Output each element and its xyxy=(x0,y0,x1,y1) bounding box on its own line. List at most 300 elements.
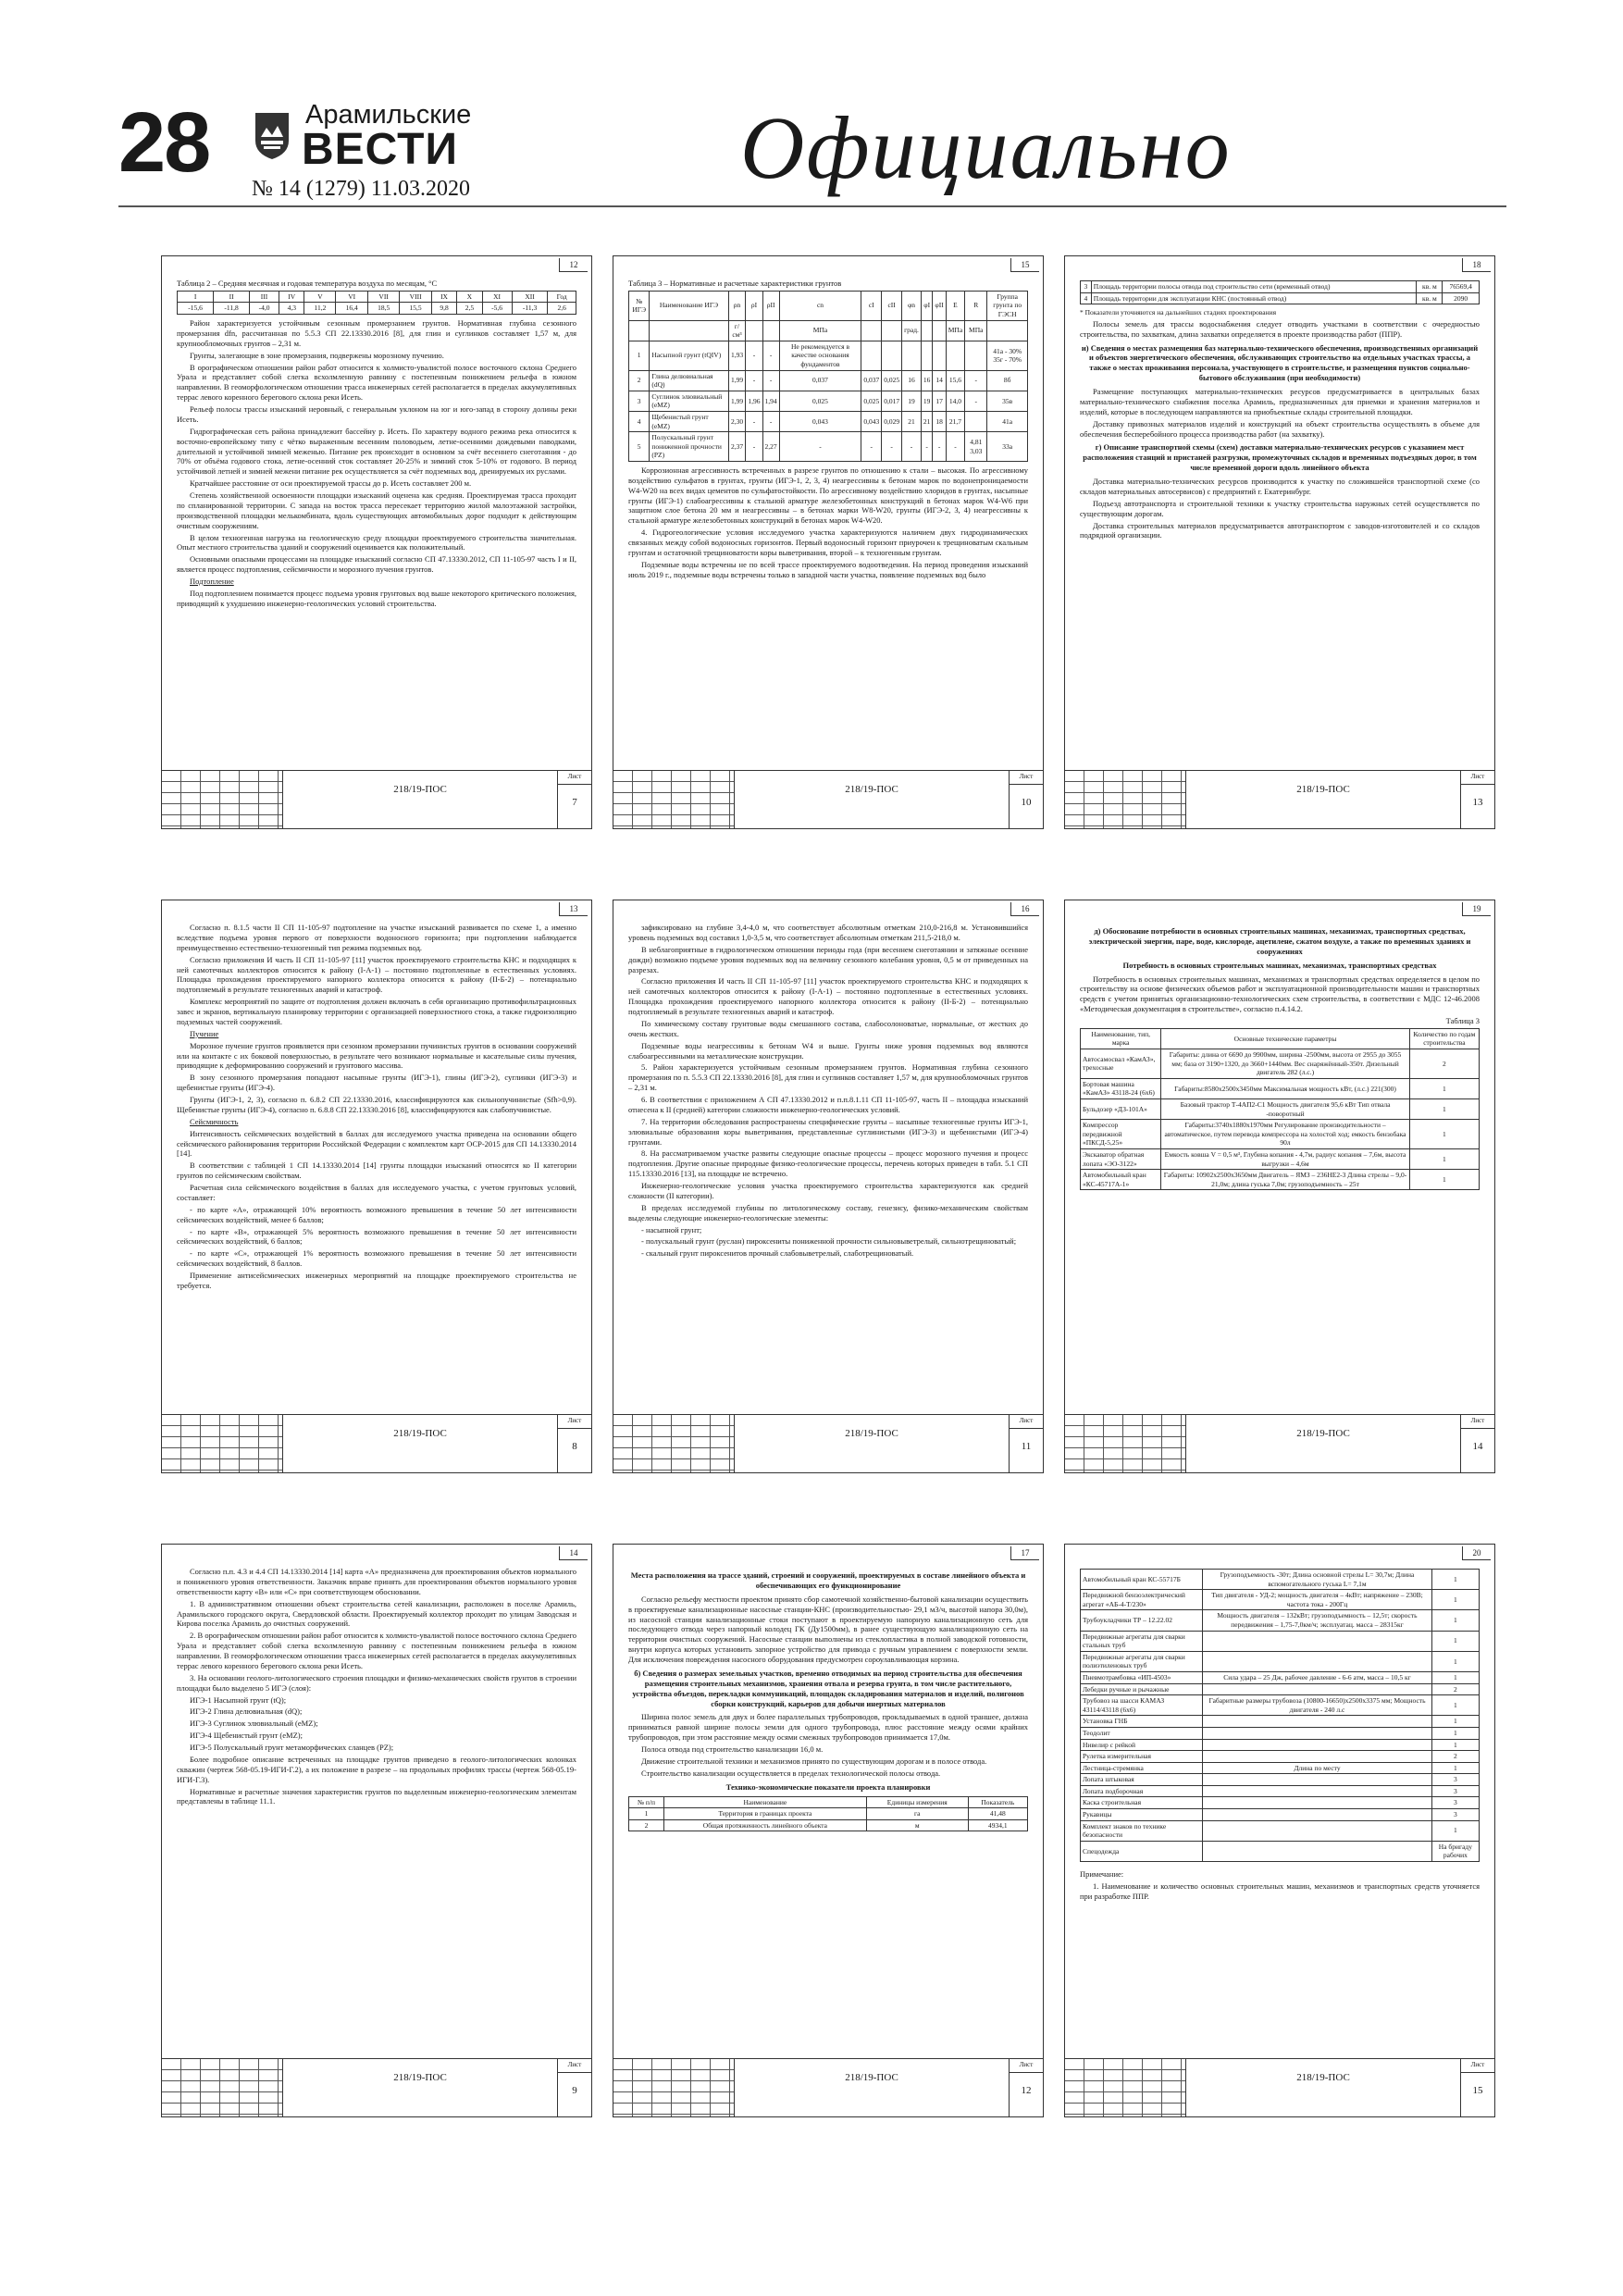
sheet-number: 9 xyxy=(572,2085,577,2096)
subheading: Подтопление xyxy=(190,577,234,587)
table-cell: 0,037 xyxy=(861,370,882,391)
doc-page xyxy=(161,255,592,829)
table-cell xyxy=(1203,1785,1432,1797)
table-header-cell: cII xyxy=(882,291,902,320)
table-caption: Таблица 2 – Средняя месячная и годовая температура воздуха по месяцам, °С xyxy=(177,279,438,288)
table-cell: Рулетка измерительная xyxy=(1081,1751,1203,1763)
table-header-cell: III xyxy=(249,291,279,303)
table-header-cell xyxy=(746,320,762,341)
document-code: 218/19-ПОС xyxy=(393,784,447,795)
table-cell: 21 xyxy=(902,412,922,432)
paragraph: В орографическом отношении район работ относится к холмисто-увалистой полосе восточного склона Среднего Урала и представляет собой слегка всхолмленную равнину с постепенным понижением рельефа в южном направлении. В геоморфологическом отношении трасса инженерных сетей располагается в пределах аккумулятивных террас левого коренного берегового склона реки Исеть. xyxy=(177,362,576,403)
table-cell: Передвижные агрегаты для сварки полиэтиленовых труб xyxy=(1081,1651,1203,1671)
sheet-box xyxy=(1460,771,1494,828)
doc-page xyxy=(1064,255,1495,829)
table-cell: Суглинок элювиальный (eMZ) xyxy=(650,391,728,411)
table-cell xyxy=(1203,1651,1432,1671)
paragraph: ИГЭ-2 Глина делювиальная (dQ); xyxy=(190,1706,303,1717)
doc-body xyxy=(1080,923,1480,1411)
section-heading: и) Сведения о местах размещения баз материально-технического обеспечения, производственных организаций и объектов энергетического обеспечения, обслуживающих строительство на отдельных участках трассы, а также о местах проживания персонала, участвующего в строительстве, и размещения пунктов социально-бытового обслуживания (при необходимости) xyxy=(1081,342,1479,383)
document-code: 218/19-ПОС xyxy=(845,1428,898,1439)
paragraph: Согласно п. 8.1.5 части II СП 11-105-97 подтопление на участке изысканий развивается по схеме 1, а именно вследствие подъема уровня первого от поверхности водоносного горизонта; при подтоплении наблюдается преимущественно естественно-техногенный тип режима подземных вод. xyxy=(177,923,576,952)
table-cell: 1 xyxy=(1431,1695,1479,1716)
table-row xyxy=(629,341,1028,370)
table-cell: 3 xyxy=(1431,1797,1479,1809)
table-cell xyxy=(1203,1797,1432,1809)
paragraph: Район характеризуется устойчивым сезонным промерзанием грунтов. Нормативная глубина сезонного промерзания dfn, рассчитанная по 5.5.3 СП 22.13330.2016 [8], для глин и суглинков составляет 1,57 м, для крупнообломочных грунтов – 2,31 м. xyxy=(177,318,576,348)
title-block xyxy=(162,2058,591,2116)
table-cell: 0,043 xyxy=(779,412,861,432)
table-cell xyxy=(946,341,964,370)
subheading: Пучение xyxy=(190,1028,219,1038)
paragraph: Подъезд автотранспорта и строительной техники к участку строительства наружных сетей осуществляется по существующим дорогам. xyxy=(1080,498,1480,518)
table-cell: Рукавицы xyxy=(1081,1809,1203,1821)
table-cell: - xyxy=(933,432,946,462)
table-cell: Грузоподъемность -30т; Длина основной стрелы L= 30,7м; Длина вспомогательного гуська L= 7,1м xyxy=(1203,1570,1432,1590)
table-cell xyxy=(902,341,922,370)
paragraph: Грунты (ИГЭ-1, 2, 3), согласно п. 6.8.2 СП 22.13330.2016, классифицируются как сильнопучинистые (Sfh>0,9). Щебенистые грунты (ИГЭ-4), согласно п. 6.8.8 СП 22.13330.2016 [8], классифицируются как слабопучинистые. xyxy=(177,1095,576,1114)
signature-grid xyxy=(162,2059,283,2116)
table-cell xyxy=(861,341,882,370)
paragraph: Применение антисейсмических инженерных мероприятий на площадке проектируемого строительства не требуется. xyxy=(177,1271,576,1290)
paragraph: Грунты, залегающие в зоне промерзания, подвержены морозному пучению. xyxy=(190,350,444,360)
table-cell: 35в xyxy=(987,391,1028,411)
paragraph: - по карте «С», отражающей 1% вероятность возможного превышения в течение 50 лет интенсивности сейсмических воздействий, 8 баллов. xyxy=(177,1248,576,1269)
table-cell: Габариты: 10902х2500х3650мм Двигатель – ЯМЗ – 236НЕ2-3 Длина стрелы – 9,0-21,0м; длина гуська 7,0м; грузоподъемность – 25т xyxy=(1161,1170,1409,1190)
sheet-number: 8 xyxy=(572,1441,577,1452)
table-cell: 4 xyxy=(629,412,650,432)
table-cell: 0,017 xyxy=(882,391,902,411)
table-cell: 0,043 xyxy=(861,412,882,432)
masthead xyxy=(0,0,1623,213)
document-code: 218/19-ПОС xyxy=(845,784,898,795)
table-cell: 1,96 xyxy=(746,391,762,411)
note-title: Примечание: xyxy=(1080,1869,1124,1880)
paragraph: Согласно рельефу местности проектом принято сбор самотечной хозяйственно-бытовой канализации осуществить в проектируемые канализационные насосные станции-КНС (производительностью- 29,1 м3/ч, высотой напора 30,0м), из насосной станции канализационные стоки поступают в проектируемую напорную канализационную сеть для последующего отвода через напорный колодец ГК (Ду1500мм), в ранее существующую канализационную сеть на территории очистных сооружений. Насосные станции выполнены из стеклопластика в полной заводской готовности, внутри корпуса которых установить запорное устройство для привода с ручным управлением с поверхности земли. Для исключения повреждения насосного оборудования предусмотрен сороулавливающая корзина. xyxy=(628,1594,1028,1664)
table-cell: -4,0 xyxy=(249,303,279,315)
table-cell: 1,93 xyxy=(728,341,746,370)
table-cell: - xyxy=(921,432,933,462)
sheet-box xyxy=(1460,2059,1494,2116)
table-cell: Бортовая машина «КамАЗ» 43118-24 (6х6) xyxy=(1081,1078,1161,1098)
machinery-table xyxy=(1080,1028,1480,1191)
table-cell: Бульдозер «ДЗ-101А» xyxy=(1081,1099,1161,1120)
sheet-box xyxy=(1009,1415,1043,1472)
table-header-cell: МПа xyxy=(946,320,964,341)
table-header-cell xyxy=(921,320,933,341)
table-cell: -11,3 xyxy=(512,303,548,315)
note-text: 1. Наименование и количество основных строительных машин, механизмов и транспортных средств уточняется при разработке ППР. xyxy=(1080,1880,1480,1901)
table-cell: 2,6 xyxy=(548,303,576,315)
sheet-top-number: 18 xyxy=(1462,258,1491,272)
section-heading: г) Описание транспортной схемы (схем) доставки материально-технических ресурсов с указанием мест расположения станций и пристаней разгрузки, промежуточных складов и временных подъездных дорог, в том числе временной дороги вдоль линейного объекта xyxy=(1083,442,1477,473)
table-row xyxy=(1081,1797,1480,1809)
paragraph: Под подтоплением понимается процесс подъема уровня грунтовых вод выше некоторого критического положения, приводящий к ухудшению инженерно-геологических условий строительства. xyxy=(177,588,576,608)
table-caption: Таблица 3 – Нормативные и расчетные характеристики грунтов xyxy=(628,279,842,288)
sheet-label: Лист xyxy=(1461,1417,1494,1429)
area-table xyxy=(1080,280,1480,304)
table-cell: 2,5 xyxy=(457,303,482,315)
sheet-number: 12 xyxy=(1021,2085,1032,2096)
table-cell: 0,029 xyxy=(882,412,902,432)
paragraph: Степень хозяйственной освоенности площадки изысканий оценена как средняя. Проектируемая трасса проходит по спланированной территории. С запада на восток трасса пересекает территорию жилой малоэтажной застройки, производственной площадки мелькомбината, вдоль существующих автомобильных дорог подходит к действующим очистным сооружениям. xyxy=(177,490,576,530)
table-row xyxy=(1081,1695,1480,1716)
section-heading: д) Обоснование потребности в основных строительных машинах, механизмах, транспортных средствах, электрической энергии, паре, воде, кислороде, ацетилене, сжатом воздухе, а также по временных зданиях и сооружениях xyxy=(1088,926,1471,956)
table-row xyxy=(629,1819,1028,1831)
title-block xyxy=(162,1414,591,1472)
doc-body xyxy=(628,1567,1028,2055)
table-header-cell: V xyxy=(304,291,336,303)
table-header-cell xyxy=(861,320,882,341)
doc-body xyxy=(628,923,1028,1411)
table-cell: 0,025 xyxy=(861,391,882,411)
table-row xyxy=(1081,1716,1480,1728)
table-header-cell: ρn xyxy=(728,291,746,320)
table-cell: 2 xyxy=(1431,1751,1479,1763)
sheet-label: Лист xyxy=(558,773,591,785)
table-header-cell: φI xyxy=(921,291,933,320)
table-header-cell: VI xyxy=(336,291,367,303)
doc-page xyxy=(161,1544,592,2117)
table-cell: Спецодежда xyxy=(1081,1841,1203,1861)
document-code: 218/19-ПОС xyxy=(393,2072,447,2083)
title-block xyxy=(613,770,1043,828)
sheet-top-number: 15 xyxy=(1010,258,1039,272)
paragraph: Нормативные и расчетные значения характеристик грунтов по выделенным инженерно-геологическим элементам представлены в таблице 11.1. xyxy=(177,1786,576,1806)
table-header-row xyxy=(629,1796,1028,1808)
table-cell: - xyxy=(965,391,987,411)
table-cell: 1 xyxy=(1431,1739,1479,1751)
soil-table xyxy=(628,291,1028,462)
doc-body xyxy=(177,1567,576,2055)
table-cell: Площадь территории для эксплуатации КНС (постоянный отвод) xyxy=(1091,292,1417,304)
signature-grid xyxy=(1065,771,1186,828)
table-cell: 1 xyxy=(1431,1590,1479,1610)
table-header-cell: IX xyxy=(431,291,456,303)
paragraph: Кратчайшее расстояние от оси проектируемой трассы до р. Исеть составляет 200 м. xyxy=(190,478,472,489)
table-cell: 76569,4 xyxy=(1443,281,1480,293)
paragraph: В неблагоприятные в гидрологическом отношении периоды года (при весеннем снеготаянии и затяжные осенние дожди) возможно подъеме уровня подземных вод на величину сезонного колебания уровня, 0,5 м от приведенных на разрезах. xyxy=(628,944,1028,974)
table-cell: 3 xyxy=(1431,1774,1479,1786)
sheet-label: Лист xyxy=(1010,773,1043,785)
paragraph: Более подробное описание встреченных на площадке грунтов приведено в геолого-литологических колонках скважин (чертеж 568-05.19-ИГИ-Г.2), а их положение в разрезе – на продольных профилях трассы (чертеж 568-05.19-ИГИ-Г.3). xyxy=(177,1754,576,1784)
section-heading: б) Сведения о размерах земельных участков, временно отводимых на период строительства для обеспечения размещения строительных механизмов, хранения отвала и резерва грунта, в том числе растительного, устройства объездов, перекладки коммуникаций, площадок складирования материалов и изделий, полигонов сборки конструкций, карьеров для добычи инертных материалов xyxy=(632,1668,1024,1708)
table-cell: 1 xyxy=(1409,1078,1479,1098)
paragraph: Коррозионная агрессивность встреченных в разрезе грунтов по отношению к стали – высокая. По агрессивному воздействию сульфатов в грунтах, грунты (ИГЭ-1, 2, 3, 4) неагрессивны к бетонам марок по водонепроницаемости W4-W20 на всех видах цементов по сульфатостойкости. По агрессивному воздействию хлоридов в грунтах, насыпные грунты (ИГЭ-1) слабоагрессивны к стальной арматуре железобетонных конструкций в бетонах марок W4-W6 при защитном слое бетона 20 мм и неагрессивны – в бетонах марки W8-W20, грунты (ИГЭ-2, 3, 4) неагрессивны к стальной арматуре железобетонных конструкций в бетонах марок W4-W20. xyxy=(628,465,1028,526)
table-cell: 33а xyxy=(987,432,1028,462)
table-cell: Полускальный грунт пониженной прочности (PZ) xyxy=(650,432,728,462)
table-cell: - xyxy=(965,370,987,391)
tep-table xyxy=(628,1796,1028,1832)
table-cell: 5 xyxy=(629,432,650,462)
table-cell: 9,8 xyxy=(431,303,456,315)
table-header-cell xyxy=(650,320,728,341)
table-row xyxy=(1081,1727,1480,1739)
paragraph: 8. На рассматриваемом участке развиты следующие опасные процессы – процесс морозного пучения и процесс подтопления. Другие опасные природные физико-геологические процессы, перечень которых приведен в табл. 5.1 СП 115.13330.2016 [13], на площадке не встречено. xyxy=(628,1148,1028,1179)
table-cell: 3 xyxy=(1081,281,1092,293)
sheet-box xyxy=(557,2059,591,2116)
paragraph: Полосы земель для трассы водоснабжения следует отводить участками в соответствии с очередностью строительства, по захваткам, длина захватки определяется в проекте производства работ (ППР). xyxy=(1080,318,1480,339)
table-cell: На бригаду рабочих xyxy=(1431,1841,1479,1861)
sheet-top-number: 19 xyxy=(1462,902,1491,916)
table-header-cell: φn xyxy=(902,291,922,320)
table-cell: кв. м xyxy=(1417,292,1443,304)
table-cell: Лопата подборочная xyxy=(1081,1785,1203,1797)
table-cell: 1 xyxy=(1409,1149,1479,1170)
paragraph: Подземные воды встречены не по всей трассе проектируемого водоотведения. На период проведения изысканий июль 2019 г., подземные воды встречены только в западной части участка, появление подземных вод было xyxy=(628,559,1028,579)
table-header-cell: Количество по годам строительства xyxy=(1409,1028,1479,1049)
table-row xyxy=(1081,1610,1480,1631)
table-cell: 4,81 3,03 xyxy=(965,432,987,462)
table-cell: 2 xyxy=(629,370,650,391)
table-row xyxy=(1081,1785,1480,1797)
table-cell: 41а xyxy=(987,412,1028,432)
sheet-label: Лист xyxy=(1461,773,1494,785)
table-cell: - xyxy=(902,432,922,462)
sheet-label: Лист xyxy=(558,1417,591,1429)
table-header-cell: VII xyxy=(367,291,399,303)
table-cell: Автосамосвал «КамАЗ», трехосные xyxy=(1081,1049,1161,1079)
paragraph: 1. В административном отношении объект строительства сетей канализации, расположен в поселке Арамиль, Арамильского городского округа, Свердловской области. Проектируемый коллектор проходит по улицам Заводская и Кирова поселка Арамиль до очистных сооружений. xyxy=(177,1598,576,1629)
table-cell: Экскаватор обратная лопата «ЭО-3122» xyxy=(1081,1149,1161,1170)
paragraph: Согласно приложения И часть II СП 11-105-97 [11] участок проектируемого строительства КНС и подходящих к ней самотечных коллекторов относится к району (I-А-1) – постоянно подтопленные в естественных условиях. Площадка прохождения проектируемого напорного коллектора относится к району (II-Б-2) – потенциально подтопляемый в результате техногенных аварий и катастроф. xyxy=(628,976,1028,1016)
doc-page xyxy=(161,900,592,1473)
paragraph: Доставку привозных материалов изделий и конструкций на объект строительства осуществлять в объеме для обеспечения бесперебойного процесса производства работ (на захватку). xyxy=(1080,418,1480,439)
table-row xyxy=(629,391,1028,411)
table-cell: - xyxy=(861,432,882,462)
table-header-cell: Основные технические параметры xyxy=(1161,1028,1409,1049)
table-cell: 16 xyxy=(921,370,933,391)
subheading: Сейсмичность xyxy=(190,1116,239,1126)
table-cell: 2,30 xyxy=(728,412,746,432)
sheet-number: 10 xyxy=(1021,797,1032,808)
table-row xyxy=(1081,1751,1480,1763)
sheet-box xyxy=(1009,2059,1043,2116)
doc-body xyxy=(1080,279,1480,767)
table-cell: 41а - 30% 35г - 70% xyxy=(987,341,1028,370)
table-cell: кв. м xyxy=(1417,281,1443,293)
table-row xyxy=(629,412,1028,432)
table-header-cell: Наименование ИГЭ xyxy=(650,291,728,320)
table-header-cell: Показатель xyxy=(968,1796,1027,1808)
table-cell: 1 xyxy=(629,1808,664,1820)
sheet-label: Лист xyxy=(1010,1417,1043,1429)
table-cell: 21 xyxy=(921,412,933,432)
paragraph: Расчетная сила сейсмического воздействия в баллах для исследуемого участка, с учетом грунтовых условий, составляет: xyxy=(177,1183,576,1202)
table-cell: 21,7 xyxy=(946,412,964,432)
section-heading: Технико-экономические показатели проекта планировки xyxy=(725,1781,931,1792)
table-row xyxy=(1081,1099,1480,1120)
paragraph: - насыпной грунт; xyxy=(641,1224,702,1235)
table-cell: 17 xyxy=(933,391,946,411)
table-cell: Лебедки ручные и рычажные xyxy=(1081,1683,1203,1695)
table-header-cell: № п/п xyxy=(629,1796,664,1808)
table-cell xyxy=(1203,1820,1432,1841)
table-row xyxy=(1081,281,1480,293)
title-block xyxy=(613,1414,1043,1472)
paragraph: Основными опасными процессами на площадке изысканий согласно СП 47.13330.2012, СП 11-105-97 часть I и II, является процесс подтопления, сейсмичности и морозного пучения грунтов. xyxy=(177,554,576,575)
table-cell: Лопата штыковая xyxy=(1081,1774,1203,1786)
paragraph: 6. В соответствии с приложением А СП 47.13330.2012 и п.п.8.1.11 СП 11-105-97, часть II – площадка изысканий отнесена к II (средней) категории сложности инженерно-геологических условий. xyxy=(628,1095,1028,1114)
table-cell: Габариты: длина от 6690 до 9900мм, ширина -2500мм, высота от 2955 до 3055 мм; база от 3190+1320, до 3660+1440мм. Вес снаряжённый-350т. Дизельный двигатель 282 (л.с.) xyxy=(1161,1049,1409,1079)
masthead-divider xyxy=(118,205,1506,207)
table-cell: Трубовоз на шасси КАМАЗ 43114/43118 (6х6) xyxy=(1081,1695,1203,1716)
document-code: 218/19-ПОС xyxy=(393,1428,447,1439)
table-header-cell xyxy=(933,320,946,341)
table-cell: 1 xyxy=(1431,1570,1479,1590)
table-cell: 1 xyxy=(1409,1170,1479,1190)
table-cell xyxy=(933,341,946,370)
table-row xyxy=(1081,1841,1480,1861)
document-code: 218/19-ПОС xyxy=(1296,784,1350,795)
doc-page xyxy=(1064,900,1495,1473)
table-header-cell: г/см³ xyxy=(728,320,746,341)
paragraph: 4. Гидрогеологические условия исследуемого участка характеризуются наличием двух гидродинамических связанных между собой водоносных горизонтов. Первый водоносный горизонт приурочен к трещиноватым скальным грунтам и остаточной трещиноватости коры выветривания, второй – к техногенным грунтам. xyxy=(628,527,1028,557)
table-caption: Таблица 3 xyxy=(1445,1016,1480,1025)
table-header-cell xyxy=(629,320,650,341)
signature-grid xyxy=(613,1415,735,1472)
doc-page xyxy=(1064,1544,1495,2117)
table-cell: 19 xyxy=(921,391,933,411)
table-cell: Трубоукладчики ТР – 12.22.02 xyxy=(1081,1610,1203,1631)
table-cell: -5,6 xyxy=(482,303,512,315)
table-header-cell: cI xyxy=(861,291,882,320)
table-cell: 1 xyxy=(629,341,650,370)
paragraph: 3. На основании геолого-литологического строения площадки и физико-механических свойств грунтов в строении площадки было выделено 5 ИГЭ (слоя): xyxy=(177,1672,576,1693)
section-heading: Потребность в основных строительных машинах, механизмах, транспортных средствах xyxy=(1122,960,1437,970)
table-cell: Тип двигателя - УД-2; мощность двигателя – 4кВт; напряжение – 230В; частота тока - 200Гц xyxy=(1203,1590,1432,1610)
table-row xyxy=(1081,1120,1480,1149)
table-cell xyxy=(1203,1683,1432,1695)
table-cell xyxy=(921,341,933,370)
table-cell: -11,8 xyxy=(214,303,250,315)
signature-grid xyxy=(1065,2059,1186,2116)
table-cell: Площадь территории полосы отвода под строительство сети (временный отвод) xyxy=(1091,281,1417,293)
table-cell: 2 xyxy=(1431,1683,1479,1695)
table-cell: 2,37 xyxy=(728,432,746,462)
table-row xyxy=(1081,1809,1480,1821)
table-note: * Показатели уточняются на дальнейших стадиях проектирования xyxy=(1080,308,1277,317)
table-header-cell xyxy=(762,320,779,341)
table-header-cell xyxy=(987,320,1028,341)
table-header-cell: IV xyxy=(279,291,304,303)
table-cell: 1,99 xyxy=(728,370,746,391)
title-block xyxy=(1065,770,1494,828)
title-block xyxy=(1065,2058,1494,2116)
table-cell: 2 xyxy=(629,1819,664,1831)
table-header-cell: II xyxy=(214,291,250,303)
doc-body xyxy=(628,279,1028,767)
table-row xyxy=(629,1808,1028,1820)
paragraph: Морозное пучение грунтов проявляется при сезонном промерзании пучинистых грунтов в основании сооружений или на контакте с их боковой поверхностью, в результате чего возникают нормальные и касательные силы пучения, приводящие к деформированию сооружений и грунтового массива. xyxy=(177,1040,576,1071)
table-header-cell: Наименование xyxy=(663,1796,866,1808)
table-row xyxy=(1081,1820,1480,1841)
table-cell: - xyxy=(762,370,779,391)
table-cell xyxy=(1203,1739,1432,1751)
table-header-cell: Группа грунта по ГЭСН xyxy=(987,291,1028,320)
sheet-top-number: 20 xyxy=(1462,1546,1491,1560)
table-cell xyxy=(965,412,987,432)
table-cell: 0,037 xyxy=(779,370,861,391)
paragraph: 7. На территории обследования распространены специфические грунты – насыпные техногенные грунты ИГЭ-1, элювиальные образования коры выветривания, представленные суглинистыми (ИГЭ-3) и щебенистыми (ИГЭ-4) грунтами. xyxy=(628,1116,1028,1147)
newspaper-page-number: 28 xyxy=(118,95,210,190)
doc-page xyxy=(613,900,1044,1473)
sheet-number: 11 xyxy=(1021,1441,1032,1452)
table-header-cell xyxy=(882,320,902,341)
table-row xyxy=(1081,1671,1480,1683)
paragraph: зафиксировано на глубине 3,4-4,0 м, что соответствует абсолютным отметкам 210,0-216,8 м. Установившийся уровень подземных вод составил 1,0-3,5 м, что соответствует абсолютным отметкам 211,5-218,0 м. xyxy=(628,923,1028,942)
document-code: 218/19-ПОС xyxy=(845,2072,898,2083)
sheet-box xyxy=(1460,1415,1494,1472)
sheet-top-number: 13 xyxy=(559,902,588,916)
paragraph: ИГЭ-4 Щебенистый грунт (eMZ); xyxy=(190,1731,303,1741)
table-cell: Насыпной грунт (tQIV) xyxy=(650,341,728,370)
table-cell: Компрессор передвижной «ПКСД-5,25» xyxy=(1081,1120,1161,1149)
table-cell: 1 xyxy=(1431,1651,1479,1671)
table-row xyxy=(1081,1631,1480,1651)
doc-body xyxy=(177,279,576,767)
paragraph: Рельеф полосы трассы изысканий неровный, с генеральным уклоном на юг и юго-запад в сторону долины реки Исеть. xyxy=(177,404,576,424)
table-header-cell: VIII xyxy=(400,291,431,303)
table-cell: - xyxy=(946,432,964,462)
paragraph: - по карте «В», отражающей 5% вероятность возможного превышения в течение 50 лет интенсивности сейсмических воздействий, 6 баллов; xyxy=(177,1226,576,1247)
table-cell: Установка ГНБ xyxy=(1081,1716,1203,1728)
table-cell: 1 xyxy=(1431,1671,1479,1683)
document-code: 218/19-ПОС xyxy=(1296,1428,1350,1439)
table-header-cell: ρII xyxy=(762,291,779,320)
table-header-cell: cn xyxy=(779,291,861,320)
table-row xyxy=(1081,1078,1480,1098)
table-header-cell: R xyxy=(965,291,987,320)
table-header-cell: E xyxy=(946,291,964,320)
table-cell xyxy=(882,341,902,370)
table-header-cell: град. xyxy=(902,320,922,341)
table-cell: 19 xyxy=(902,391,922,411)
table-cell: 0,025 xyxy=(882,370,902,391)
table-row xyxy=(1081,1774,1480,1786)
table-cell: Габариты:3740х1880х1970мм Регулирование производительности – автоматическое, путем перевода компрессора на холостой ход; емкость бензобака 90л xyxy=(1161,1120,1409,1149)
temperature-table xyxy=(177,291,576,315)
paragraph: - скальный грунт пироксенитов прочный слабовыветрелый, слаботрещиноватый. xyxy=(641,1248,914,1259)
sheet-top-number: 14 xyxy=(559,1546,588,1560)
table-cell: Автомобильный кран КС-55717Б xyxy=(1081,1570,1203,1590)
table-cell: 3 xyxy=(629,391,650,411)
table-row xyxy=(1081,1651,1480,1671)
table-row xyxy=(629,370,1028,391)
paragraph: Интенсивность сейсмических воздействий в баллах для исследуемого участка приведена на основании общего сейсмического районирования территории Российской Федерации с комплектом карт ОСР-2015 для СП 14.13330.2014 [14]. xyxy=(177,1128,576,1159)
table-cell: 8б xyxy=(987,370,1028,391)
table-cell: 14,0 xyxy=(946,391,964,411)
table-cell xyxy=(1203,1751,1432,1763)
sheet-box xyxy=(557,771,591,828)
paragraph: - полускальный грунт (руслан) пироксениты пониженной прочности сильновыветрелый, сильнотрещиноватый; xyxy=(641,1236,1017,1247)
table-cell: га xyxy=(866,1808,968,1820)
table-cell: Комплект знаков по технике безопасности xyxy=(1081,1820,1203,1841)
sheet-top-number: 17 xyxy=(1010,1546,1039,1560)
table-cell: Базовый трактор Т-4АП2-С1 Мощность двигателя 95,6 кВт Тип отвала -поворотный xyxy=(1161,1099,1409,1120)
table-cell: 3 xyxy=(1431,1809,1479,1821)
paragraph: В зону сезонного промерзания попадают насыпные грунты (ИГЭ-1), глины (ИГЭ-2), суглинки (ИГЭ-3) и щебенистые грунты (ИГЭ-4). xyxy=(177,1073,576,1093)
logo-title: ВЕСТИ xyxy=(302,125,458,174)
sheet-number: 15 xyxy=(1472,2085,1483,2096)
table-cell: 18 xyxy=(933,412,946,432)
table-cell: Нивелир с рейкой xyxy=(1081,1739,1203,1751)
table-cell xyxy=(1203,1809,1432,1821)
paragraph: 2. В орографическом отношении район работ относится к холмисто-увалистой полосе восточного склона Среднего Урала и представляет собой слегка всхолмленную равнину с постепенным понижением рельефа в южном направлении. В геоморфологическом отношении трасса инженерных сетей располагается в пределах аккумулятивных террас левого коренного берегового склона реки Исеть. xyxy=(177,1631,576,1670)
paragraph: ИГЭ-1 Насыпной грунт (tQ); xyxy=(190,1694,287,1705)
table-cell: 3 xyxy=(1431,1785,1479,1797)
table-cell: - xyxy=(762,412,779,432)
